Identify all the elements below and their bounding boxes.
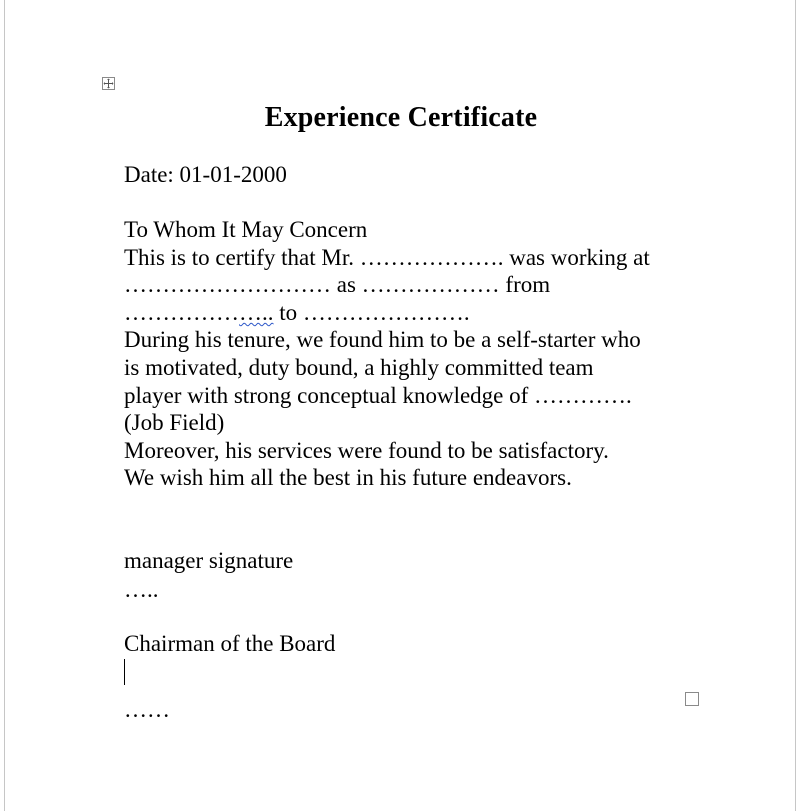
- body-line-2: ……………………… as ……………… from: [124, 272, 551, 297]
- chairman-signature-dots: ……: [124, 697, 170, 722]
- salutation: To Whom It May Concern: [124, 217, 368, 242]
- spellcheck-flag[interactable]: …..: [239, 300, 274, 325]
- manager-signature-label: manager signature: [124, 548, 294, 573]
- chairman-label: Chairman of the Board: [124, 631, 336, 656]
- body-line-1: This is to certify that Mr. ………………. was working at: [124, 245, 650, 270]
- document-title: Experience Certificate: [264, 102, 538, 133]
- body-line-6: player with strong conceptual knowledge of ………….: [124, 383, 632, 408]
- date-line: Date: 01-01-2000: [124, 162, 287, 187]
- body-line-3: [124, 299, 470, 327]
- body-line-4: During his tenure, we found him to be a self-starter who: [124, 327, 641, 352]
- table-resize-handle-icon[interactable]: [685, 692, 699, 706]
- manager-signature-dots: …..: [124, 577, 159, 602]
- body-line-3-part-a: ……………: [124, 300, 239, 325]
- body-line-8: Moreover, his services were found to be satisfactory.: [124, 438, 609, 463]
- table-move-handle-icon[interactable]: [102, 77, 115, 90]
- body-line-3-part-c: to ………………….: [273, 300, 470, 325]
- body-line-9: We wish him all the best in his future endeavors.: [124, 465, 572, 490]
- body-line-7: (Job Field): [124, 410, 225, 435]
- text-cursor: [124, 659, 125, 685]
- body-line-5: is motivated, duty bound, a highly committed team: [124, 355, 594, 380]
